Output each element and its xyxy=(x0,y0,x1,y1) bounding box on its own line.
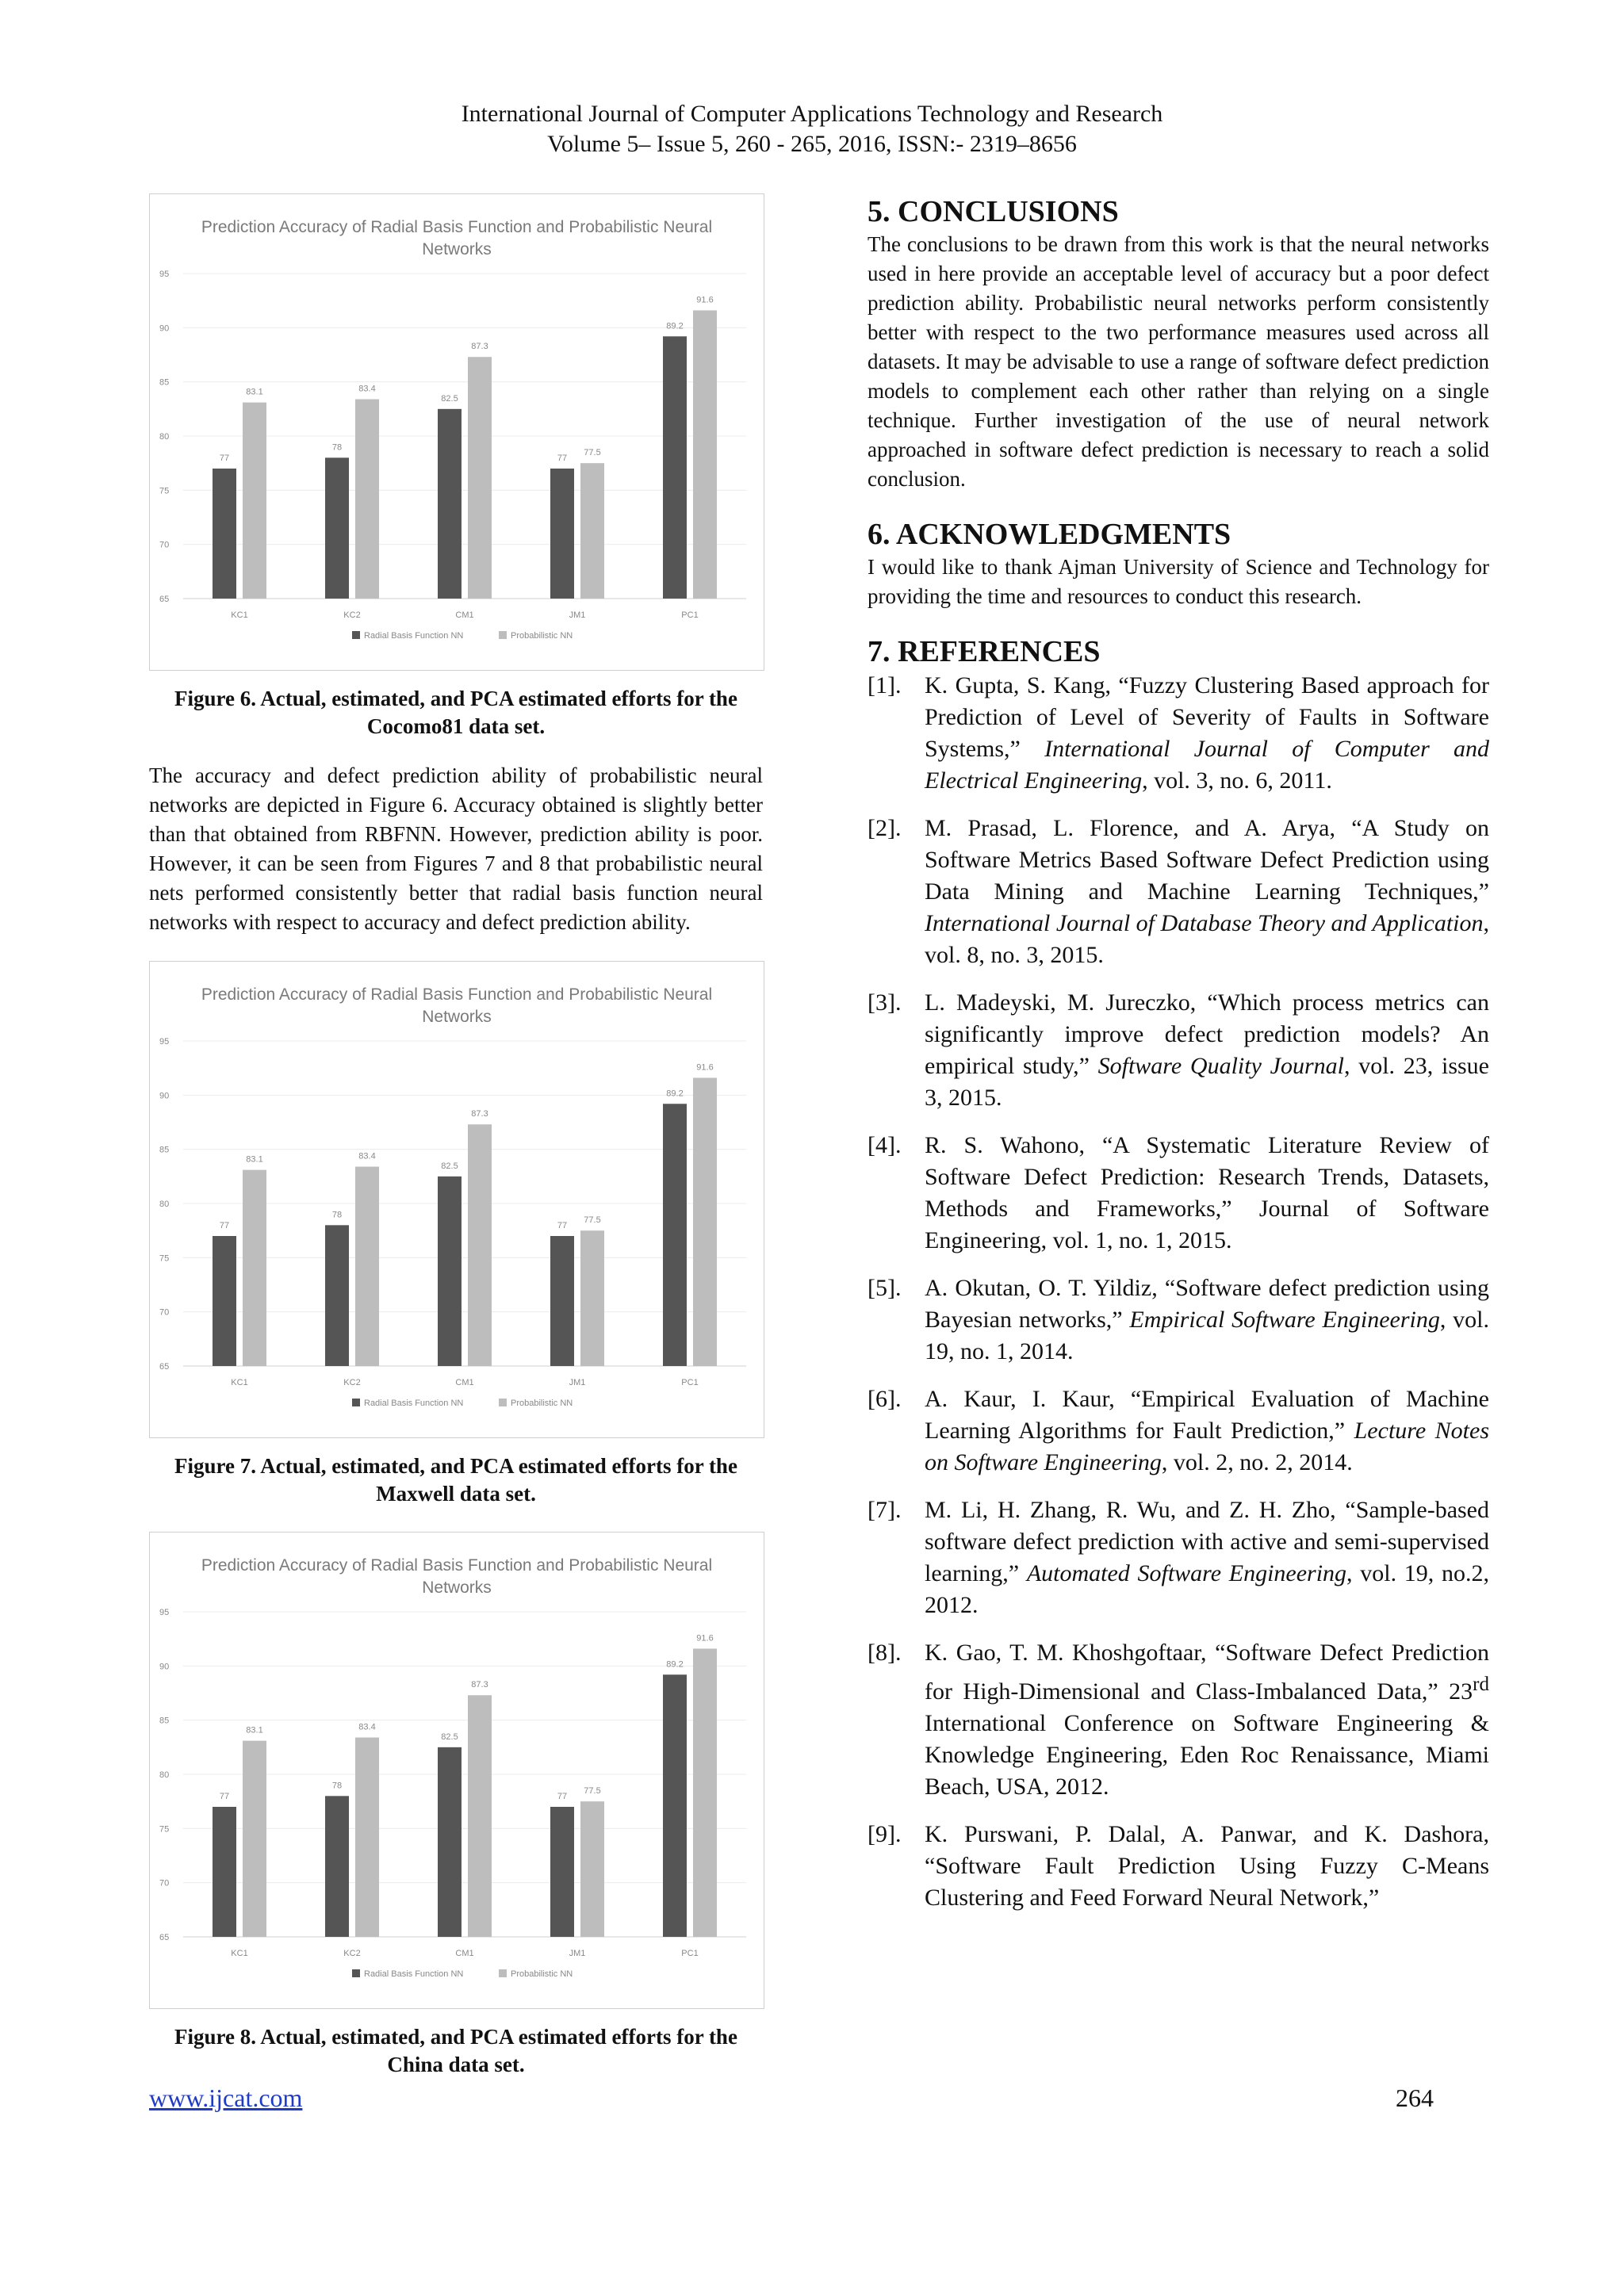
conclusions-heading: 5. CONCLUSIONS xyxy=(868,195,1119,228)
legend-label: Radial Basis Function NN xyxy=(364,1969,464,1979)
x-tick-label: JM1 xyxy=(569,1378,586,1387)
data-label: 77.5 xyxy=(584,1215,601,1226)
y-tick-label: 85 xyxy=(159,1716,170,1726)
data-label: 87.3 xyxy=(471,1109,488,1119)
data-label: 91.6 xyxy=(696,1062,714,1073)
data-label: 77 xyxy=(219,453,230,463)
x-tick-label: JM1 xyxy=(569,610,586,620)
data-label: 91.6 xyxy=(696,295,714,305)
x-tick-label: KC1 xyxy=(231,1949,248,1958)
figure-8-caption: Figure 8. Actual, estimated, and PCA estimated efforts for the China data set. xyxy=(174,2025,737,2076)
bar-rbf xyxy=(550,1807,574,1937)
bar-rbf xyxy=(663,1674,687,1937)
bar-rbf xyxy=(438,1747,462,1937)
data-label: 83.1 xyxy=(246,387,263,397)
page-number: 264 xyxy=(1396,2084,1434,2112)
bar-rbf xyxy=(213,1807,236,1937)
y-tick-label: 95 xyxy=(159,1608,170,1617)
bar-pnn xyxy=(243,403,266,599)
data-label: 77.5 xyxy=(584,1786,601,1797)
chart-title: Prediction Accuracy of Radial Basis Function and Probabilistic Neural xyxy=(201,1556,713,1575)
legend-label: Probabilistic NN xyxy=(511,631,573,641)
chart-title: Networks xyxy=(422,1008,492,1026)
reference-2: [2]. M. Prasad, L. Florence, and A. Arya, “A Study on Software Metrics Based Software Defect Prediction using Data Mining and Machine Learning Techniques,” International Journal of Database Theory and Application, vol. 8, no. 3, 2015. xyxy=(868,815,1489,968)
x-tick-label: KC1 xyxy=(231,1378,248,1387)
bar-rbf xyxy=(550,469,574,599)
y-tick-label: 90 xyxy=(159,1662,170,1672)
x-tick-label: KC2 xyxy=(343,610,361,620)
legend-label: Probabilistic NN xyxy=(511,1399,573,1408)
left-column xyxy=(149,193,763,2079)
y-tick-label: 70 xyxy=(159,540,170,550)
legend-swatch-pnn xyxy=(499,1399,507,1406)
data-label: 77 xyxy=(557,1221,568,1230)
x-tick-label: CM1 xyxy=(455,1949,474,1958)
reference-7: [7]. M. Li, H. Zhang, R. Wu, and Z. H. Zho, “Sample-based software defect prediction with active and semi-supervised learning,” Automated Software Engineering, vol. 19, no.2, 2012. xyxy=(868,1497,1489,1618)
bar-rbf xyxy=(438,409,462,599)
bar-pnn xyxy=(243,1741,266,1937)
y-tick-label: 70 xyxy=(159,1307,170,1318)
x-tick-label: KC2 xyxy=(343,1378,361,1387)
reference-5: [5]. A. Okutan, O. T. Yildiz, “Software defect prediction using Bayesian networks,” Empirical Software Engineering, vol. 19, no. 1, 2014. xyxy=(868,1275,1490,1364)
journal-header xyxy=(0,99,1624,159)
bar-rbf xyxy=(325,1225,349,1366)
data-label: 78 xyxy=(331,1781,343,1791)
reference-8: [8]. K. Gao, T. M. Khoshgoftaar, “Software Defect Prediction for High-Dimensional and Class-Imbalanced Data,” 23rd International Conference on Software Engineering & Knowledge Engineering, Eden Roc Renaissance, Miami Beach, USA, 2012. xyxy=(868,1640,1489,1800)
y-tick-label: 80 xyxy=(159,1770,170,1780)
figure-6-chart xyxy=(149,193,764,671)
acknowledgments-heading: 6. ACKNOWLEDGMENTS xyxy=(868,518,1231,551)
y-tick-label: 65 xyxy=(159,595,170,604)
conclusions-text: The conclusions to be drawn from this work is that the neural networks used in here provide an acceptable level of accuracy but a poor defect prediction ability. Probabilistic neural networks perform consistently better with respect to the two performance measures used across all datasets. It may be advisable to use a range of software defect prediction models to complement each other rather than relying on a single technique. Further investigation of the use of neural network approached in software defect prediction is necessary to reach a solid conclusion. xyxy=(868,232,1489,491)
reference-4: [4]. R. S. Wahono, “A Systematic Literature Review of Software Defect Prediction: Research Trends, Datasets, Methods and Frameworks,” Journal of Software Engineering, vol. 1, no. 1, 2015. xyxy=(868,1132,1489,1253)
legend-swatch-rbf xyxy=(352,1969,360,1977)
data-label: 77 xyxy=(557,1792,568,1801)
figure-7-caption: Figure 7. Actual, estimated, and PCA estimated efforts for the Maxwell data set. xyxy=(174,1454,737,1506)
legend-label: Radial Basis Function NN xyxy=(364,1399,464,1408)
bar-pnn xyxy=(355,400,379,599)
data-label: 87.3 xyxy=(471,1680,488,1690)
right-column xyxy=(868,193,1489,1930)
x-tick-label: CM1 xyxy=(455,610,474,620)
bar-pnn xyxy=(355,1738,379,1937)
chart-title: Prediction Accuracy of Radial Basis Function and Probabilistic Neural xyxy=(201,218,713,236)
references-heading: 7. REFERENCES xyxy=(868,635,1101,668)
data-label: 91.6 xyxy=(696,1633,714,1644)
chart-title: Networks xyxy=(422,1578,492,1597)
data-label: 83.4 xyxy=(358,1151,376,1161)
y-tick-label: 85 xyxy=(159,377,170,388)
data-label: 87.3 xyxy=(471,342,488,352)
bar-rbf xyxy=(213,469,236,599)
bar-rbf xyxy=(213,1236,236,1366)
legend-label: Probabilistic NN xyxy=(511,1969,573,1979)
x-tick-label: KC2 xyxy=(343,1949,361,1958)
bar-pnn xyxy=(580,1230,604,1366)
journal-volume: Volume 5– Issue 5, 260 - 265, 2016, ISSN:- 2319–8656 xyxy=(547,131,1077,157)
chart-title: Prediction Accuracy of Radial Basis Function and Probabilistic Neural xyxy=(201,985,713,1004)
legend-label: Radial Basis Function NN xyxy=(364,631,464,641)
legend-swatch-pnn xyxy=(499,1969,507,1977)
bar-pnn xyxy=(468,1695,492,1937)
x-tick-label: PC1 xyxy=(681,610,699,620)
y-tick-label: 75 xyxy=(159,1824,170,1835)
bar-rbf xyxy=(438,1177,462,1366)
x-tick-label: PC1 xyxy=(681,1378,699,1387)
y-tick-label: 65 xyxy=(159,1362,170,1372)
figure-8-chart xyxy=(149,1532,764,2009)
y-tick-label: 95 xyxy=(159,270,170,279)
bar-pnn xyxy=(580,1801,604,1937)
data-label: 77.5 xyxy=(584,448,601,458)
bar-rbf xyxy=(325,457,349,599)
bar-pnn xyxy=(243,1170,266,1366)
results-paragraph: The accuracy and defect prediction ability of probabilistic neural networks are depicted in Figure 6. Accuracy obtained is slightly better than that obtained from RBFNN. However, prediction ability is poor. However, it can be seen from Figures 7 and 8 that probabilistic neural nets performed consistently better that radial basis function neural networks with respect to accuracy and defect prediction ability. xyxy=(149,763,763,934)
chart-title: Networks xyxy=(422,240,492,258)
y-tick-label: 80 xyxy=(159,432,170,442)
acknowledgments-text: I would like to thank Ajman University of Science and Technology for providing the time and resources to conduct this research. xyxy=(868,555,1489,608)
references-list xyxy=(868,670,1489,1914)
y-tick-label: 80 xyxy=(159,1200,170,1209)
legend-swatch-pnn xyxy=(499,631,507,639)
data-label: 89.2 xyxy=(666,1089,684,1099)
figure-7-chart xyxy=(149,961,764,1438)
reference-1: [1]. K. Gupta, S. Kang, “Fuzzy Clustering Based approach for Prediction of Level of Severity of Faults in Software Systems,” International Journal of Computer and Electrical Engineering, vol. 3, no. 6, 2011. xyxy=(868,672,1489,794)
reference-9: [9]. K. Purswani, P. Dalal, A. Panwar, and K. Dashora, “Software Fault Prediction Using Fuzzy C-Means Clustering and Feed Forward Neural Network,” xyxy=(868,1821,1489,1911)
x-tick-label: JM1 xyxy=(569,1949,586,1958)
y-tick-label: 85 xyxy=(159,1145,170,1155)
data-label: 77 xyxy=(219,1221,230,1230)
bar-pnn xyxy=(580,463,604,599)
data-label: 77 xyxy=(219,1792,230,1801)
journal-title: International Journal of Computer Applications Technology and Research xyxy=(461,101,1163,127)
y-tick-label: 90 xyxy=(159,323,170,334)
data-label: 82.5 xyxy=(441,1732,458,1742)
data-label: 83.1 xyxy=(246,1154,263,1165)
data-label: 89.2 xyxy=(666,1659,684,1670)
x-tick-label: PC1 xyxy=(681,1949,699,1958)
data-label: 83.4 xyxy=(358,1722,376,1732)
figure-6-caption: Figure 6. Actual, estimated, and PCA estimated efforts for the Cocomo81 data set. xyxy=(174,687,737,738)
bar-pnn xyxy=(693,310,717,599)
bar-pnn xyxy=(468,1124,492,1366)
legend-swatch-rbf xyxy=(352,631,360,639)
bar-rbf xyxy=(325,1796,349,1937)
bar-rbf xyxy=(663,1104,687,1366)
data-label: 89.2 xyxy=(666,321,684,331)
x-tick-label: KC1 xyxy=(231,610,248,620)
data-label: 77 xyxy=(557,453,568,463)
y-tick-label: 65 xyxy=(159,1933,170,1942)
data-label: 82.5 xyxy=(441,393,458,404)
bar-pnn xyxy=(355,1167,379,1366)
reference-6: [6]. A. Kaur, I. Kaur, “Empirical Evaluation of Machine Learning Algorithms for Fault Prediction,” Lecture Notes on Software Engineering, vol. 2, no. 2, 2014. xyxy=(868,1386,1489,1475)
bar-rbf xyxy=(663,336,687,599)
y-tick-label: 95 xyxy=(159,1037,170,1047)
x-tick-label: CM1 xyxy=(455,1378,474,1387)
journal-website-link[interactable]: www.ijcat.com xyxy=(149,2084,303,2112)
y-tick-label: 75 xyxy=(159,1253,170,1264)
data-label: 78 xyxy=(331,442,343,453)
y-tick-label: 90 xyxy=(159,1091,170,1101)
data-label: 78 xyxy=(331,1210,343,1220)
data-label: 83.4 xyxy=(358,384,376,394)
bar-rbf xyxy=(550,1236,574,1366)
y-tick-label: 70 xyxy=(159,1878,170,1888)
reference-3: [3]. L. Madeyski, M. Jureczko, “Which process metrics can significantly improve defect prediction models? An empirical study,” Software Quality Journal, vol. 23, issue 3, 2015. xyxy=(868,989,1490,1111)
legend-swatch-rbf xyxy=(352,1399,360,1406)
data-label: 82.5 xyxy=(441,1161,458,1171)
data-label: 83.1 xyxy=(246,1725,263,1735)
bar-pnn xyxy=(693,1077,717,1366)
bar-pnn xyxy=(693,1648,717,1937)
y-tick-label: 75 xyxy=(159,486,170,496)
bar-pnn xyxy=(468,357,492,599)
